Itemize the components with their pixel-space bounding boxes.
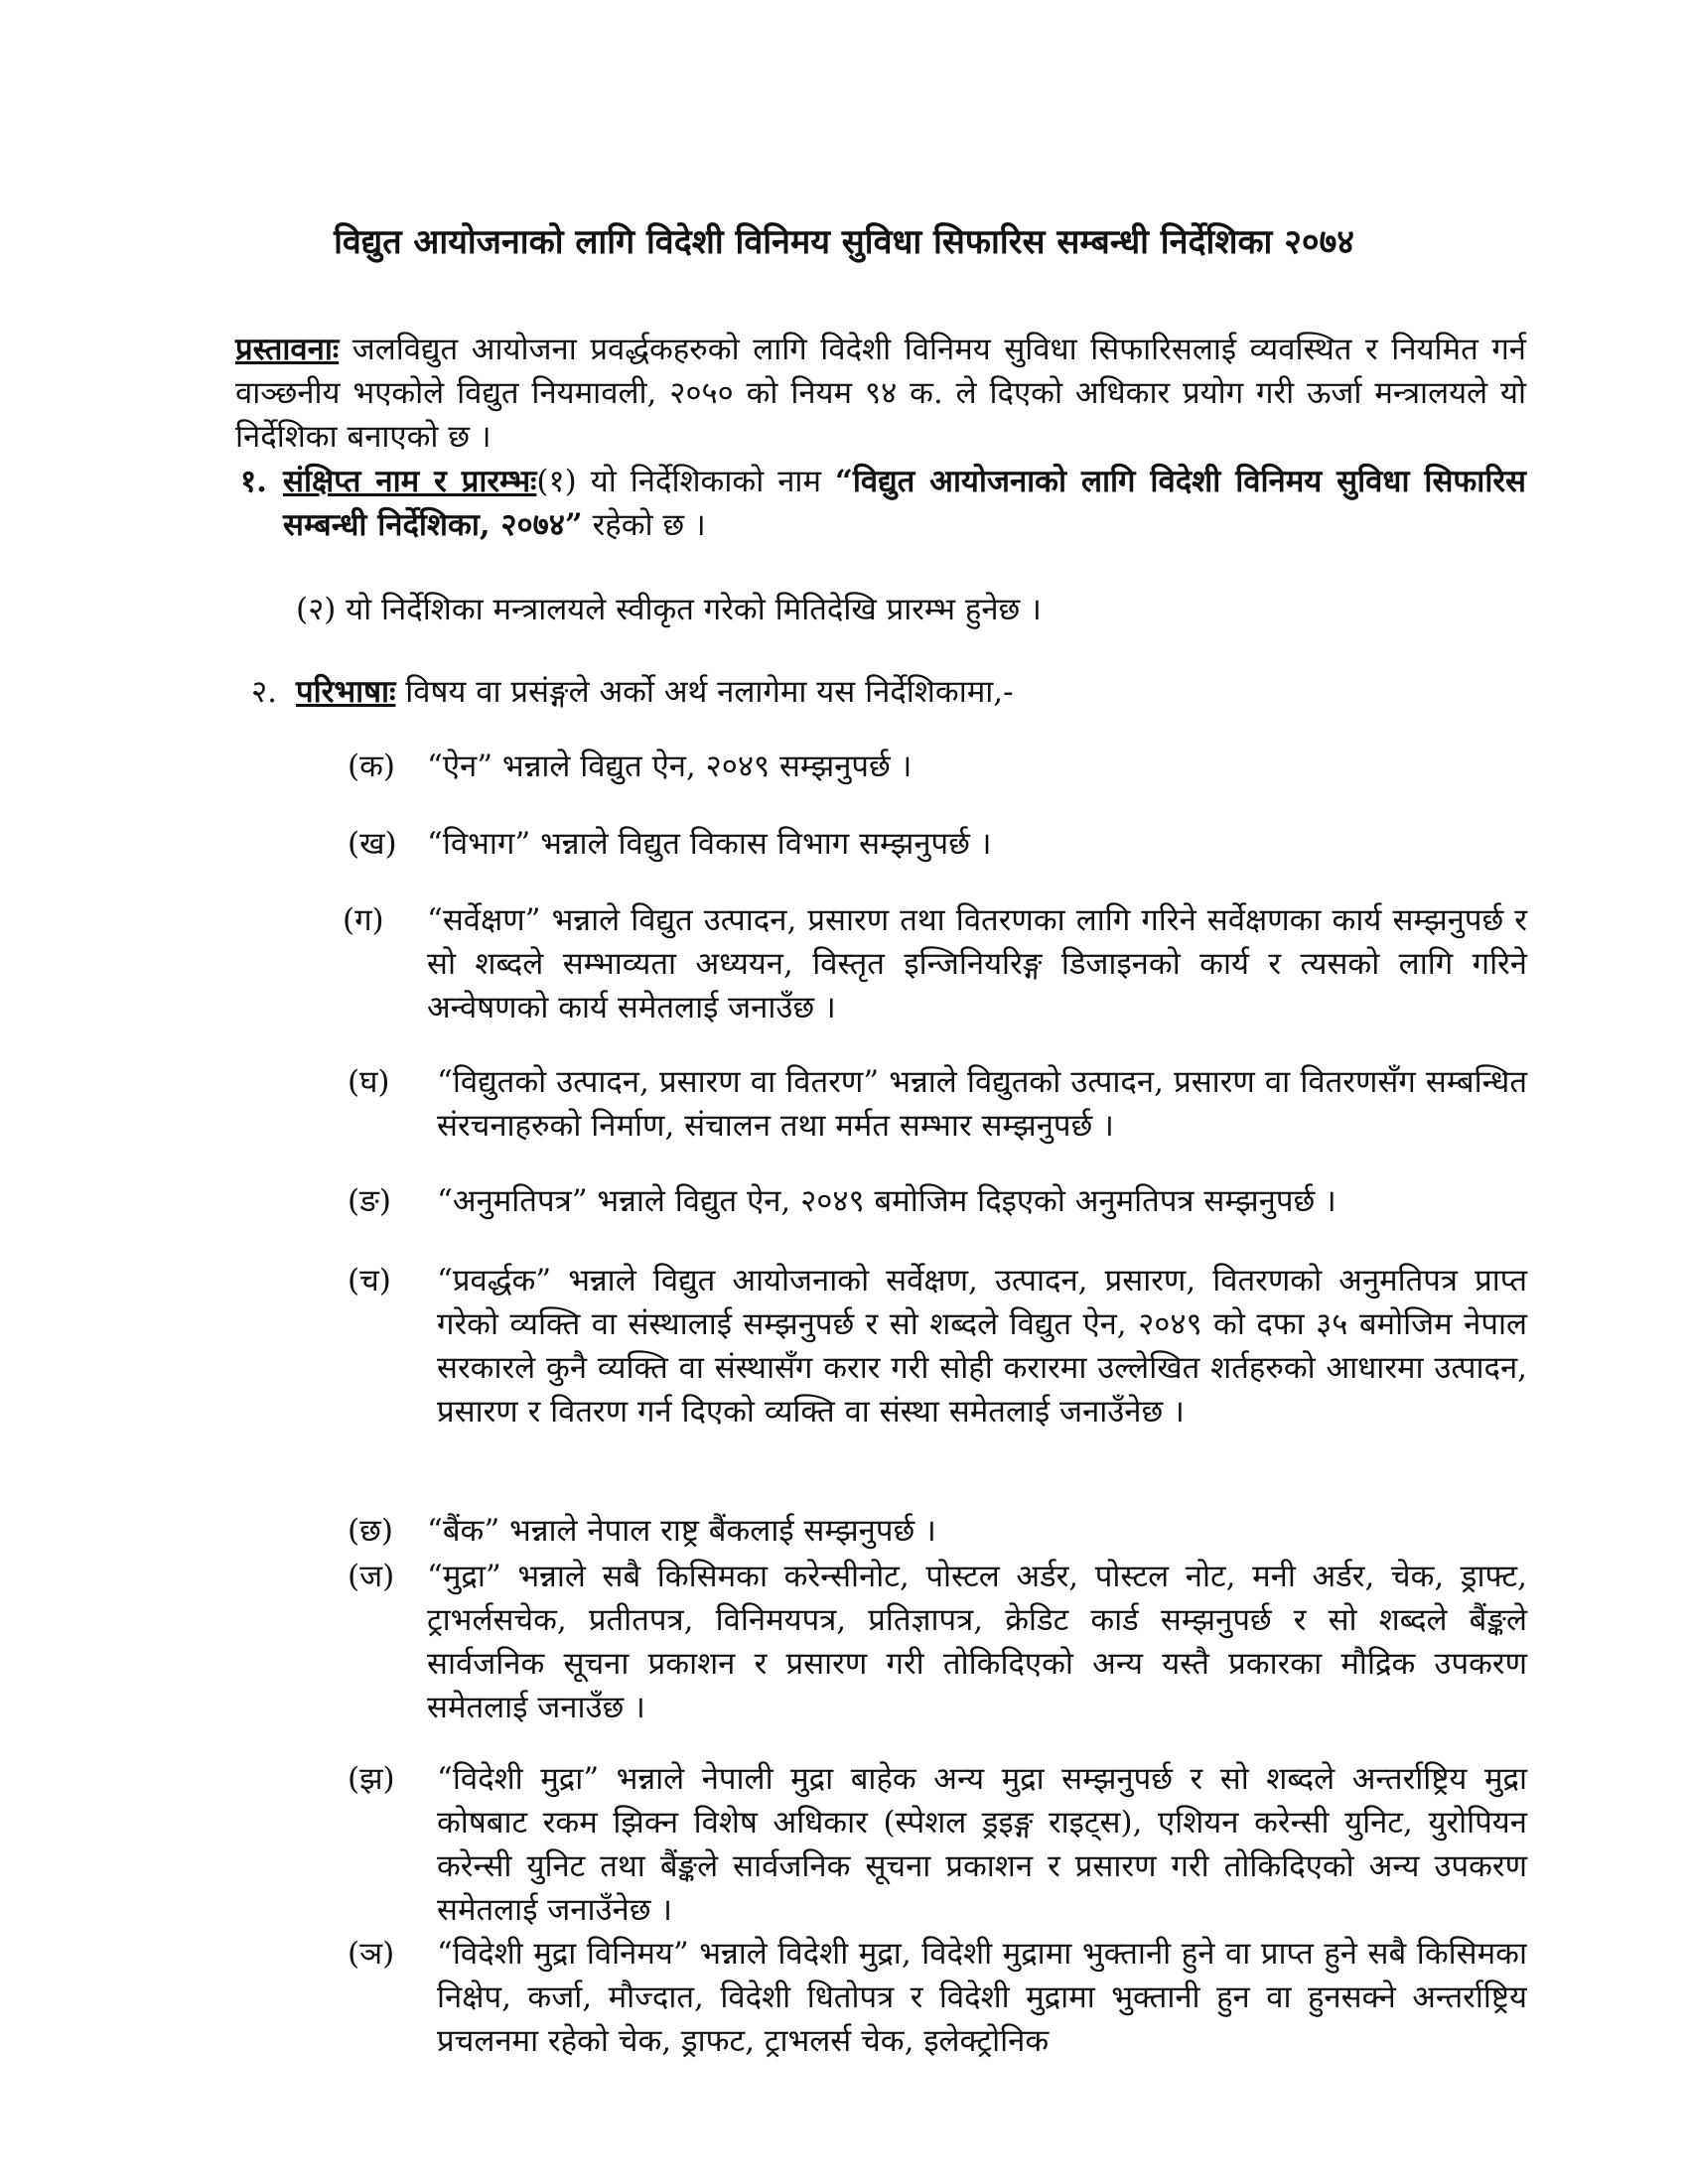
section-1-directive-name: “विद्युत आयोजनाको लागि विदेशी विनिमय सुविधा सिफारिस सम्बन्धी निर्देशिका, २०७४” (283, 464, 1526, 543)
section-2-heading: परिभाषाः (296, 674, 396, 710)
definition-text: “विदेशी मुद्रा विनिमय” भन्नाले विदेशी मुद्रा, विदेशी मुद्रामा भुक्तानी हुने वा प्राप्त हुने सबै किसिमका निक्षेप, कर्जा, मौज्दात, विदेशी धितोपत्र र विदेशी मुद्रामा भुक्तानी हुन वा हुनसक्ने अन्तर्राष्ट्रिय प्रचलनमा रहेको चेक, ड्राफट, ट्राभलर्स चेक, इलेक्ट्रोनिक (437, 1936, 1527, 2059)
definition-label: (ग) (343, 902, 384, 938)
preamble (235, 328, 1526, 459)
definition-label: (घ) (348, 1064, 390, 1100)
definition-text: “विभाग” भन्नाले विद्युत विकास विभाग सम्झनुपर्छ । (427, 826, 992, 862)
definition-label: (छ) (348, 1513, 393, 1549)
definition-label: (ज) (348, 1559, 395, 1594)
definition-label: (ङ) (348, 1183, 391, 1219)
definition-text: “अनुमतिपत्र” भन्नाले विद्युत ऐन, २०४९ बमोजिम दिइएको अनुमतिपत्र सम्झनुपर्छ । (437, 1183, 1336, 1219)
section-2-number: २. (251, 674, 277, 710)
definition-label: (क) (348, 749, 395, 784)
preamble-text: जलविद्युत आयोजना प्रवर्द्धकहरुको लागि विदेशी विनिमय सुविधा सिफारिसलाई व्यवस्थित र नियमित गर्न वाञ्छनीय भएकोले विद्युत नियमावली, २०५० को नियम ९४ क. ले दिएको अधिकार प्रयोग गरी ऊर्जा मन्त्रालयले यो निर्देशिका बनाएको छ । (235, 332, 1526, 455)
definition-text: “मुद्रा” भन्नाले सबै किसिमका करेन्सीनोट, पोस्टल अर्डर, पोस्टल नोट, मनी अर्डर, चेक, ड्राफ्ट, ट्राभर्लसचेक, प्रतीतपत्र, विनिमयपत्र, प्रतिज्ञापत्र, क्रेडिट कार्ड सम्झनुपर्छ र सो शब्दले बैंङ्कले सार्वजनिक सूचना प्रकाशन र प्रसारण गरी तोकिदिएको अन्य यस्तै प्रकारका मौद्रिक उपकरण समेतलाई जनाउँछ । (427, 1559, 1527, 1725)
preamble-label: प्रस्तावनाः (235, 332, 340, 367)
section-1-heading: संक्षिप्त नाम र प्रारम्भः (283, 464, 537, 499)
section-1-sub2: (२) यो निर्देशिका मन्त्रालयले स्वीकृत गरेको मितिदेखि प्रारम्भ हुनेछ । (296, 592, 1042, 627)
definition-text: “विद्युतको उत्पादन, प्रसारण वा वितरण” भन्नाले विद्युतको उत्पादन, प्रसारण वा वितरणसँग सम्बन्धित संरचनाहरुको निर्माण, संचालन तथा मर्मत सम्भार सम्झनुपर्छ । (437, 1064, 1527, 1144)
section-1-sub1-number: (१) (536, 464, 577, 499)
definition-text: “बैंक” भन्नाले नेपाल राष्ट्र बैंकलाई सम्झनुपर्छ । (427, 1513, 936, 1549)
section-1 (283, 460, 1526, 547)
definition-label: (झ) (348, 1761, 395, 1797)
section-1-number: १. (240, 464, 267, 499)
definition-label: (ख) (348, 826, 397, 862)
section-1-text-b: रहेको छ । (582, 507, 706, 543)
definition-text: “विदेशी मुद्रा” भन्नाले नेपाली मुद्रा बाहेक अन्य मुद्रा सम्झनुपर्छ र सो शब्दले अन्तर्राष्ट्रिय मुद्रा कोषबाट रकम झिक्न विशेष अधिकार (स्पेशल ड्रइङ्ग राइट्स), एशियन करेन्सी युनिट, युरोपियन करेन्सी युनिट तथा बैंङ्कले सार्वजनिक सूचना प्रकाशन र प्रसारण गरी तोकिदिएको अन्य उपकरण समेतलाई जनाउँनेछ । (437, 1761, 1527, 1928)
definition-text: “प्रवर्द्धक” भन्नाले विद्युत आयोजनाको सर्वेक्षण, उत्पादन, प्रसारण, वितरणको अनुमतिपत्र प्राप्त गरेको व्यक्ति वा संस्थालाई सम्झनुपर्छ र सो शब्दले विद्युत ऐन, २०४९ को दफा ३५ बमोजिम नेपाल सरकारले कुनै व्यक्ति वा संस्थासँग करार गरी सोही करारमा उल्लेखित शर्तहरुको आधारमा उत्पादन, प्रसारण र वितरण गर्न दिएको व्यक्ति वा संस्था समेतलाई जनाउँनेछ । (437, 1263, 1527, 1430)
definition-text: “ऐन” भन्नाले विद्युत ऐन, २०४९ सम्झनुपर्छ । (427, 749, 913, 784)
section-2-intro-line (296, 670, 1527, 714)
definition-label: (ञ) (348, 1936, 395, 1972)
section-1-text-a: यो निर्देशिकाको नाम (576, 464, 836, 499)
document-title: विद्युत आयोजनाको लागि विदेशी विनिमय सुविधा सिफारिस सम्बन्धी निर्देशिका २०७४ (334, 222, 1354, 262)
definition-text: “सर्वेक्षण” भन्नाले विद्युत उत्पादन, प्रसारण तथा वितरणका लागि गरिने सर्वेक्षणका कार्य सम्झनुपर्छ र सो शब्दले सम्भाव्यता अध्ययन, विस्तृत इन्जिनियरिङ्ग डिजाइनको कार्य र त्यसको लागि गरिने अन्वेषणको कार्य समेतलाई जनाउँछ । (427, 902, 1527, 1025)
definition-label: (च) (348, 1263, 391, 1298)
section-2-intro: विषय वा प्रसंङ्गले अर्को अर्थ नलागेमा यस निर्देशिकामा,- (395, 674, 1014, 710)
